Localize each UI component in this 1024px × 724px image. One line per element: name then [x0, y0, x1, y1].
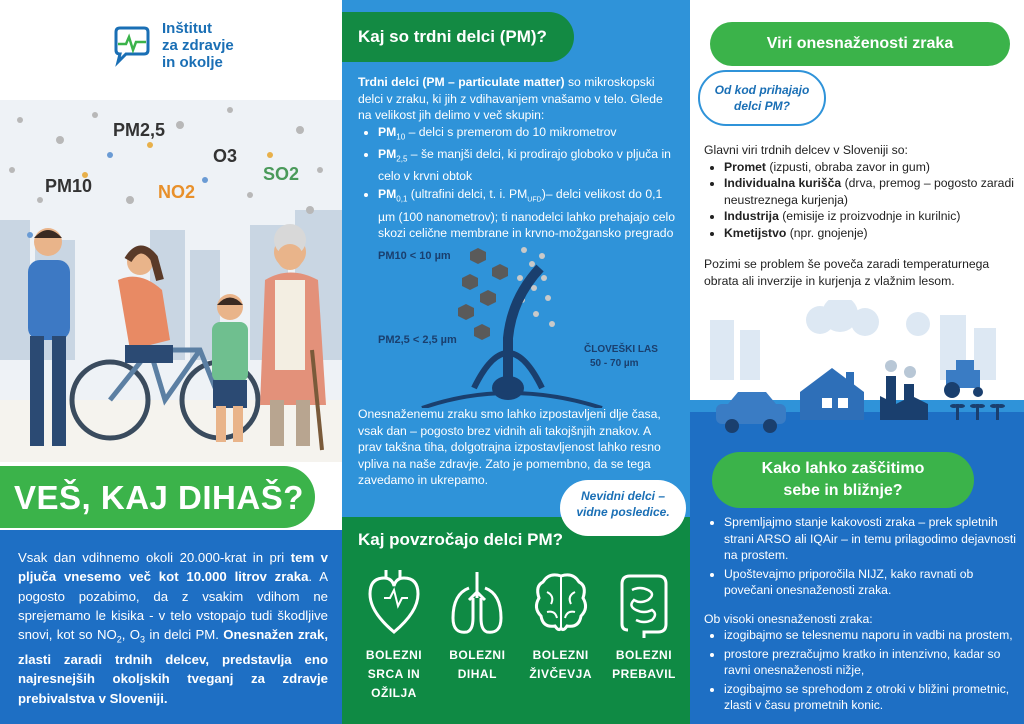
- logo-line3: in okolje: [162, 54, 223, 71]
- invisible-particles-cloud: Nevidni delci – vidne posledice.: [560, 480, 686, 536]
- logo-icon: [110, 24, 154, 68]
- exposure-paragraph: Onesnaženemu zraku smo lahko izpostavljeni dlje časa, vsak dan – pogosto brez vidnih ali takojšnjih znakov. A prav takšna tiha, dolgotrajna izpostavljenost lahko resno vpliva na naše zdravje. Zato je pomembno, da se tega zavedamo in ukrepamo.: [358, 407, 661, 487]
- intestines-icon: [614, 568, 674, 640]
- so2-label: SO2: [263, 164, 300, 184]
- pm-origin-cloud: Od kod prihajajo delci PM?: [698, 70, 826, 126]
- protection-heading: Kako lahko zaščitimo sebe in bližnje?: [712, 452, 974, 508]
- organ-lungs-label: BOLEZNI DIHAL: [449, 648, 506, 681]
- lungs-icon: [447, 568, 507, 640]
- organ-heart-label: BOLEZNI SRCA IN OŽILJA: [365, 648, 423, 700]
- main-title: VEŠ, KAJ DIHAŠ?: [0, 466, 315, 528]
- logo-line2: za zdravje: [162, 37, 234, 54]
- institute-logo: [110, 20, 234, 71]
- pm10-item: • $PM_{10}$ – delci s premerom do 10 mikrometrov: [378, 124, 678, 146]
- organ-heart: [354, 568, 434, 703]
- high-pollution-label: Ob visoki onesnaženosti zraka:: [704, 611, 873, 626]
- hair-label: ČLOVEŠKI LAS: [584, 344, 658, 355]
- organ-brain-label: BOLEZNI ŽIVČEVJA: [529, 648, 592, 681]
- right-panel: [690, 0, 1024, 724]
- no2-label: NO2: [158, 182, 196, 202]
- source-industry: • Industrija (emisije iz proizvodnje in kurilnic): [724, 208, 1014, 225]
- source-heating: • Individualna kurišča (drva, premog – pogosto zaradi neustreznega kurjenja): [724, 175, 1014, 208]
- winter-paragraph: Pozimi se problem še poveča zaradi temperaturnega obrata ali inverzije in kurjenja z vlažnim lesom.: [704, 257, 990, 288]
- o3-label: O3: [213, 146, 238, 166]
- hair-size-label: 50 - 70 µm: [590, 358, 639, 369]
- heart-icon: [364, 568, 424, 640]
- particle-size-diagram: [362, 238, 682, 408]
- logo-line1: Inštitut: [162, 20, 212, 37]
- organ-brain: [521, 568, 601, 703]
- middle-panel: [342, 0, 690, 724]
- protection-tips: [704, 514, 1020, 716]
- organ-lungs: [437, 568, 517, 703]
- organ-intestines: [604, 568, 684, 703]
- tip-ventilate: • prostore prezračujmo kratko in intenzivno, kadar so ravni onesnaženosti nižje,: [724, 646, 1020, 679]
- pollution-sources-illustration: [690, 300, 1024, 448]
- effects-heading: Kaj povzročajo delci PM?: [358, 530, 563, 549]
- pm01-item: • $PM_{0,1}$ (ultrafini delci, t. i. $PM_{UFD})-$ delci velikost do 0,1 µm (100 nanometrov); ti nanodelci lahko prehajajo celo skozi celične membrane in krvno-možgansko pregrado: [378, 186, 678, 242]
- brain-icon: [531, 568, 591, 640]
- sources-heading: Viri onesnaženosti zraka: [710, 22, 1010, 66]
- left-panel: [0, 0, 342, 724]
- pm25-item: • $PM_{2,5}$ – še manjši delci, ki prodirajo globoko v pljuča in celo v krvni obtok: [378, 146, 678, 184]
- tip-monitor: • Spremljajmo stanje kakovosti zraka – prek spletnih strani ARSO ali IQAir – in temu prilagodimo dejavnosti na prostem.: [724, 514, 1020, 564]
- organ-intestines-label: BOLEZNI PREBAVIL: [612, 648, 676, 681]
- source-agriculture: • Kmetijstvo (npr. gnojenje): [724, 225, 1014, 242]
- tip-nijz: • Upoštevajmo priporočila NIJZ, kako ravnati ob povečani onesnaženosti zraka.: [724, 566, 1020, 599]
- organ-list: [354, 568, 684, 703]
- source-traffic: • Promet (izpusti, obraba zavor in gum): [724, 159, 1014, 176]
- tip-avoid-exercise: • izogibajmo se telesnemu naporu in vadbi na prostem,: [724, 627, 1020, 644]
- pm25-label: PM2,5: [113, 120, 166, 140]
- sources-list: Glavni viri trdnih delcev v Sloveniji so: • Promet (izpusti, obraba zavor in gum) • Individualna kurišča (drva, premog – pogosto zaradi neustreznega kurjenja) • Industrija (emisije iz proizvodnje in kurilnic) • Kmetijstvo (npr. gnojenje): [704, 142, 1014, 241]
- pm-heading: Kaj so trdni delci (PM)?: [342, 12, 574, 62]
- pm-description: Trdni delci (PM – particulate matter) so mikroskopski delci v zraku, ki jih z vdihavanjem vnašamo v telo. Glede na velikost jih delimo v več skupin: • $PM_{10}$ – delci s premerom do 10 mikrometrov • $PM_{2,5}$ – še manjši delci, ki prodirajo globoko v pljuča in celo v krvni obtok • $PM_{0,1}$ (ultrafini delci, t. i. $PM_{UFD})-$ delci velikost do 0,1 µm (100 nanometrov); ti nanodelci lahko prehajajo celo skozi celične membrane in krvno-možgansko pregrado: [358, 74, 678, 243]
- family-illustration: [0, 100, 342, 462]
- intro-paragraph: Vsak dan vdihnemo okoli 20.000-krat in pri tem v pljuča vnesemo več kot 10.000 litrov zraka. A pogosto pozabimo, da z vsakim vdihom ne sprejemamo le kisika - v telo vstopajo tudi škodljive snovi, kot so $NO_2$, $O_3$ in delci PM. Onesnažen zrak, zlasti zaradi trdnih delcev, predstavlja eno najresnejših okoljskih tveganj za zdravje prebivalstva v Sloveniji.: [18, 550, 328, 706]
- pm10-diagram-label: PM10 < 10 µm: [378, 250, 451, 262]
- pm25-diagram-label: PM2,5 < 2,5 µm: [378, 334, 457, 346]
- pm10-label: PM10: [45, 176, 93, 196]
- tip-avoid-walks: • izogibajmo se sprehodom z otroki v bližini prometnic, zlasti v času prometnih konic.: [724, 681, 1020, 714]
